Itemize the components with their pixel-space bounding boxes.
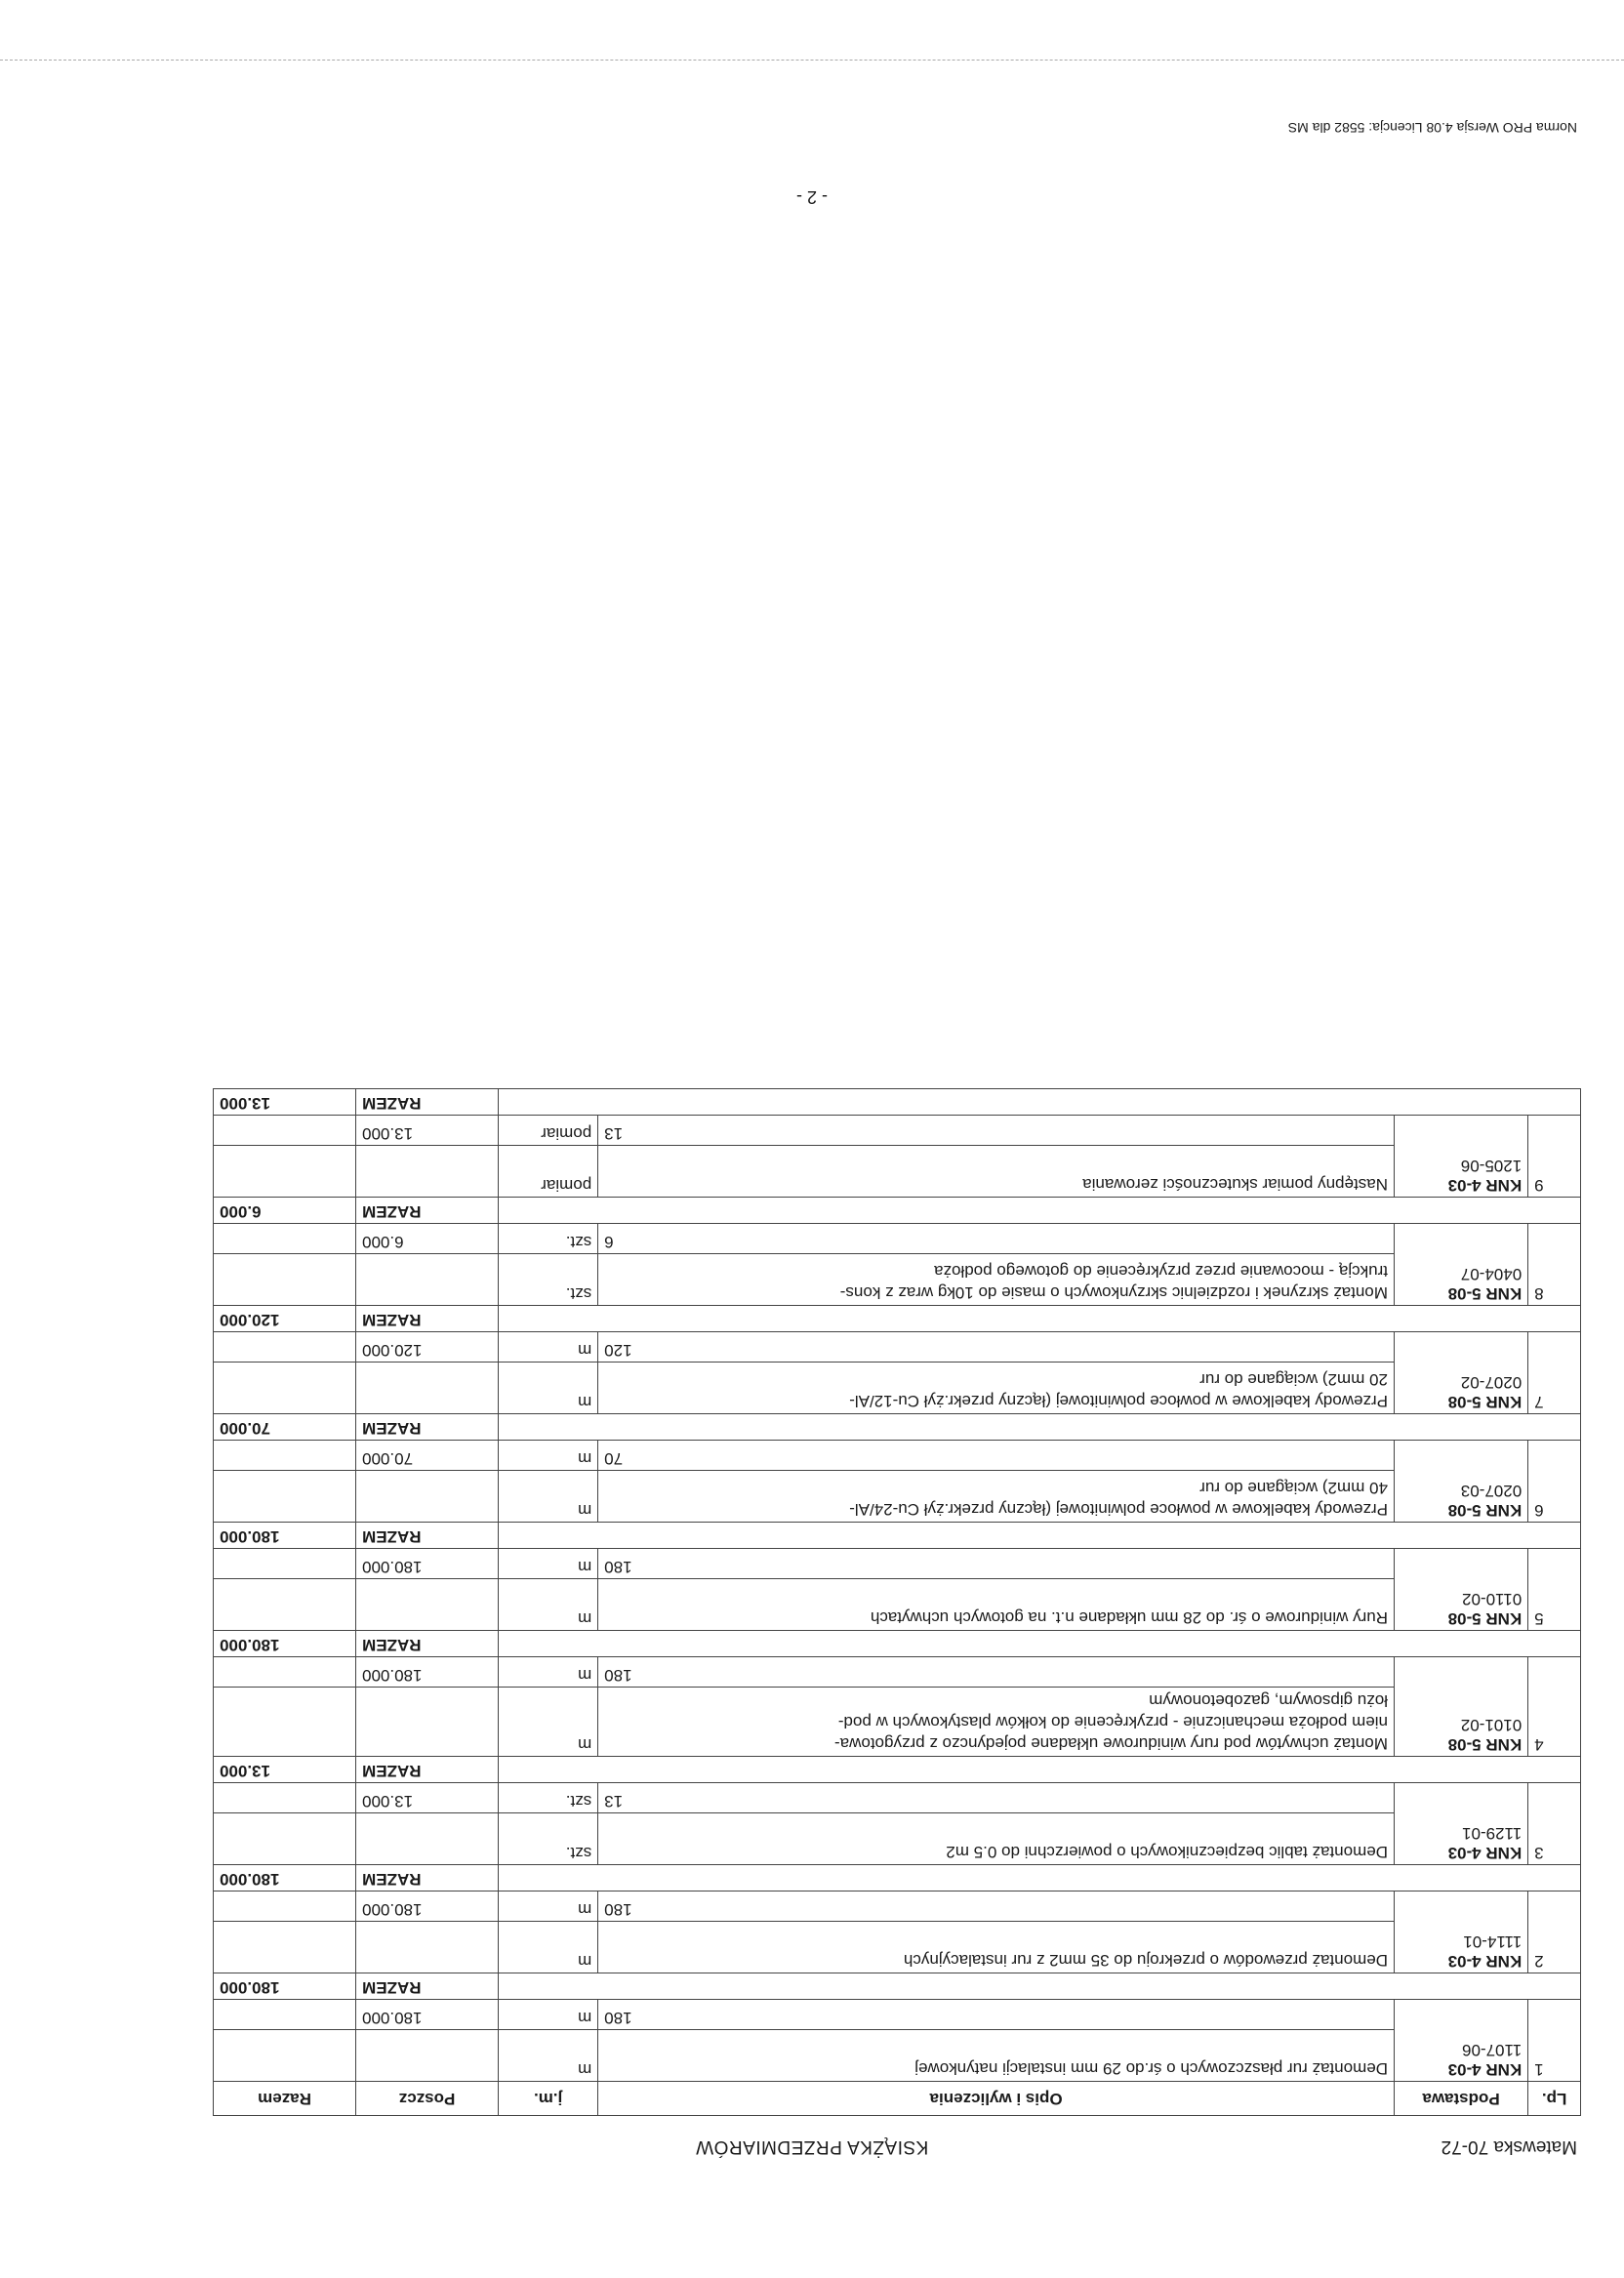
razem-value: 120.000 [214, 1306, 356, 1332]
calculation-value: 13 [604, 1792, 624, 1810]
description-line: Demontaż rur płaszczowych o śr.do 29 mm instalacji natynkowej [914, 2059, 1388, 2078]
item-number: 1114-01 [1463, 1932, 1522, 1951]
description-line: Montaż uchwytów pod rury winidurowe układane pojedynczo z przygotowa- [834, 1734, 1388, 1753]
table-body [214, 1089, 1581, 2082]
razem-spacer [499, 1631, 1581, 1657]
item-podstawa [1394, 2000, 1527, 2082]
razem-label: RAZEM [356, 1523, 499, 1549]
col-header-podstawa: Podstawa [1394, 2082, 1527, 2116]
item-podstawa [1394, 1441, 1527, 1523]
item-unit: szt. [499, 1254, 598, 1306]
item-description [598, 1363, 1395, 1414]
item-calculation [598, 1549, 1395, 1579]
calculation-unit: m [499, 1892, 598, 1922]
razem-row [214, 1757, 1581, 1783]
item-code: KNR 4-03 [1447, 1952, 1522, 1971]
item-description [598, 1579, 1395, 1631]
item-calculation [598, 1892, 1395, 1922]
item-unit: m [499, 1579, 598, 1631]
item-razem-empty2 [214, 1892, 356, 1922]
description-line: 40 mm2) wciągane do rur [1199, 1479, 1388, 1497]
calculation-unit: m [499, 1441, 598, 1471]
calculation-value: 120 [604, 1341, 632, 1360]
razem-value: 6.000 [214, 1198, 356, 1224]
item-description [598, 1688, 1395, 1757]
razem-spacer [499, 1089, 1581, 1116]
calculation-unit: szt. [499, 1783, 598, 1813]
item-poszcz-empty [356, 2030, 499, 2082]
item-razem-empty [214, 1922, 356, 1973]
item-poszcz: 120.000 [356, 1332, 499, 1363]
item-code: KNR 4-03 [1447, 1176, 1522, 1195]
document-title: KSIĄŻKA PRZEDMIARÓW [695, 2136, 929, 2157]
calculation-row [214, 1441, 1581, 1471]
table-row [214, 1363, 1581, 1414]
description-line: 20 mm2) wciągane do rur [1199, 1370, 1388, 1389]
item-poszcz: 180.000 [356, 2000, 499, 2030]
item-razem-empty2 [214, 1783, 356, 1813]
razem-label: RAZEM [356, 1414, 499, 1441]
item-number: 1205-06 [1460, 1157, 1522, 1175]
item-description [598, 1922, 1395, 1973]
item-number: 0207-02 [1460, 1373, 1522, 1392]
razem-spacer [499, 1973, 1581, 2000]
item-unit: pomiar [499, 1146, 598, 1198]
item-calculation [598, 1116, 1395, 1146]
razem-spacer [499, 1523, 1581, 1549]
item-description [598, 1254, 1395, 1306]
item-lp: 2 [1528, 1892, 1581, 1973]
razem-row [214, 1414, 1581, 1441]
item-number: 0404-07 [1460, 1265, 1522, 1283]
item-razem-empty2 [214, 1116, 356, 1146]
calculation-unit: m [499, 1549, 598, 1579]
item-description [598, 1813, 1395, 1865]
razem-row [214, 1865, 1581, 1892]
calculation-unit: m [499, 1657, 598, 1688]
item-razem-empty2 [214, 1549, 356, 1579]
scan-edge-line [0, 60, 1624, 61]
przedmiar-table [213, 1088, 1581, 2116]
description-line: Przewody kabelkowe w powłoce polwinitowej (łączny przekr.żył Cu-24/Al- [849, 1500, 1388, 1519]
page-number: - 2 - [796, 187, 829, 207]
item-poszcz-empty [356, 1922, 499, 1973]
razem-value: 180.000 [214, 1523, 356, 1549]
item-razem-empty [214, 1471, 356, 1523]
item-lp: 8 [1528, 1224, 1581, 1306]
item-podstawa [1394, 1657, 1527, 1757]
table-row [214, 1471, 1581, 1523]
col-header-lp: Lp. [1528, 2082, 1581, 2116]
col-header-opis: Opis i wyliczenia [598, 2082, 1395, 2116]
item-poszcz-empty [356, 1146, 499, 1198]
razem-label: RAZEM [356, 1306, 499, 1332]
item-poszcz: 180.000 [356, 1549, 499, 1579]
item-code: KNR 5-08 [1447, 1501, 1522, 1520]
item-code: KNR 5-08 [1447, 1393, 1522, 1411]
item-description [598, 2030, 1395, 2082]
license-text: Norma PRO Wersja 4.08 Licencja: 5582 dla MS [1287, 120, 1577, 136]
item-podstawa [1394, 1783, 1527, 1865]
item-razem-empty2 [214, 1657, 356, 1688]
table-row [214, 1922, 1581, 1973]
calculation-row [214, 1657, 1581, 1688]
item-calculation [598, 1441, 1395, 1471]
calculation-row [214, 1332, 1581, 1363]
item-poszcz-empty [356, 1579, 499, 1631]
razem-label: RAZEM [356, 1089, 499, 1116]
razem-row [214, 1631, 1581, 1657]
calculation-row [214, 2000, 1581, 2030]
item-lp: 1 [1528, 2000, 1581, 2082]
item-razem-empty [214, 1579, 356, 1631]
item-number: 0207-03 [1460, 1482, 1522, 1500]
item-razem-empty [214, 1363, 356, 1414]
calculation-value: 70 [604, 1449, 624, 1468]
item-razem-empty2 [214, 1224, 356, 1254]
calculation-value: 180 [604, 1900, 632, 1919]
item-calculation [598, 1783, 1395, 1813]
calculation-unit: m [499, 2000, 598, 2030]
item-code: KNR 4-03 [1447, 1844, 1522, 1862]
razem-value: 13.000 [214, 1089, 356, 1116]
description-line: Następny pomiar skuteczności zerowania [1082, 1175, 1388, 1194]
razem-label: RAZEM [356, 1631, 499, 1657]
item-lp: 5 [1528, 1549, 1581, 1631]
calculation-unit: pomiar [499, 1116, 598, 1146]
item-number: 0110-02 [1462, 1590, 1522, 1608]
description-line: Przewody kabelkowe w powłoce polwinitowej (łączny przekr.żył Cu-12/Al- [849, 1392, 1388, 1410]
table-row [214, 1688, 1581, 1757]
item-number: 1129-01 [1462, 1824, 1522, 1843]
description-line: Montaż skrzynek i rozdzielnic skrzynkowych o masie do 10kg wraz z kons- [839, 1283, 1388, 1302]
item-calculation [598, 1224, 1395, 1254]
item-poszcz: 6.000 [356, 1224, 499, 1254]
item-poszcz: 180.000 [356, 1657, 499, 1688]
item-lp: 3 [1528, 1783, 1581, 1865]
item-code: KNR 4-03 [1447, 2060, 1522, 2079]
razem-label: RAZEM [356, 1757, 499, 1783]
item-calculation [598, 2000, 1395, 2030]
description-line: Demontaż tablic bezpiecznikowych o powierzchni do 0.5 m2 [946, 1843, 1388, 1861]
item-razem-empty [214, 1146, 356, 1198]
item-unit: m [499, 1363, 598, 1414]
calculation-value: 6 [604, 1233, 614, 1251]
item-calculation [598, 1657, 1395, 1688]
item-podstawa [1394, 1549, 1527, 1631]
calculation-value: 180 [604, 1666, 632, 1685]
item-poszcz-empty [356, 1813, 499, 1865]
table-row [214, 1254, 1581, 1306]
razem-value: 70.000 [214, 1414, 356, 1441]
item-razem-empty [214, 2030, 356, 2082]
razem-value: 13.000 [214, 1757, 356, 1783]
item-number: 1107-06 [1462, 2041, 1522, 2059]
item-code: KNR 5-08 [1447, 1735, 1522, 1754]
item-poszcz: 180.000 [356, 1892, 499, 1922]
col-header-razem: Razem [214, 2082, 356, 2116]
item-unit: m [499, 2030, 598, 2082]
razem-spacer [499, 1865, 1581, 1892]
razem-row [214, 1198, 1581, 1224]
item-podstawa [1394, 1224, 1527, 1306]
razem-label: RAZEM [356, 1865, 499, 1892]
item-poszcz-empty [356, 1254, 499, 1306]
calculation-value: 13 [604, 1124, 624, 1143]
item-podstawa [1394, 1332, 1527, 1414]
calculation-row [214, 1224, 1581, 1254]
item-unit: m [499, 1688, 598, 1757]
razem-spacer [499, 1757, 1581, 1783]
table-row [214, 1579, 1581, 1631]
item-number: 0101-02 [1460, 1716, 1522, 1734]
table-row [214, 2030, 1581, 2082]
item-unit: m [499, 1471, 598, 1523]
description-line: trukcją - mocowanie przez przykręcenie do gotowego podłoża [934, 1262, 1388, 1281]
item-podstawa [1394, 1116, 1527, 1198]
description-line: niem podłoża mechanicznie - przykręcenie do kołków plastykowych w pod- [837, 1713, 1388, 1731]
calculation-unit: szt. [499, 1224, 598, 1254]
razem-spacer [499, 1414, 1581, 1441]
item-description [598, 1146, 1395, 1198]
calculation-value: 180 [604, 2009, 632, 2027]
item-podstawa [1394, 1892, 1527, 1973]
item-unit: m [499, 1922, 598, 1973]
razem-spacer [499, 1198, 1581, 1224]
col-header-poszcz: Poszcz [356, 2082, 499, 2116]
item-poszcz-empty [356, 1471, 499, 1523]
item-lp: 4 [1528, 1657, 1581, 1757]
item-lp: 7 [1528, 1332, 1581, 1414]
item-poszcz: 13.000 [356, 1783, 499, 1813]
razem-label: RAZEM [356, 1973, 499, 2000]
razem-row [214, 1089, 1581, 1116]
item-poszcz-empty [356, 1363, 499, 1414]
item-description [598, 1471, 1395, 1523]
item-lp: 9 [1528, 1116, 1581, 1198]
item-razem-empty2 [214, 1332, 356, 1363]
calculation-row [214, 1892, 1581, 1922]
table-header-row [214, 2082, 1581, 2116]
table-row [214, 1146, 1581, 1198]
item-razem-empty [214, 1688, 356, 1757]
calculation-row [214, 1116, 1581, 1146]
calculation-row [214, 1783, 1581, 1813]
razem-spacer [499, 1306, 1581, 1332]
item-code: KNR 5-08 [1447, 1609, 1522, 1628]
razem-value: 180.000 [214, 1973, 356, 2000]
calculation-row [214, 1549, 1581, 1579]
item-calculation [598, 1332, 1395, 1363]
description-line: Demontaż przewodów o przekroju do 35 mm2 z rur instalacyjnych [903, 1951, 1388, 1970]
table-row [214, 1813, 1581, 1865]
razem-value: 180.000 [214, 1865, 356, 1892]
razem-value: 180.000 [214, 1631, 356, 1657]
item-razem-empty2 [214, 1441, 356, 1471]
item-poszcz-empty [356, 1688, 499, 1757]
item-poszcz: 70.000 [356, 1441, 499, 1471]
razem-label: RAZEM [356, 1198, 499, 1224]
calculation-unit: m [499, 1332, 598, 1363]
razem-row [214, 1523, 1581, 1549]
item-poszcz: 13.000 [356, 1116, 499, 1146]
item-razem-empty2 [214, 2000, 356, 2030]
description-line: łożu gipsowym, gazobetonowym [1149, 1691, 1388, 1710]
item-code: KNR 5-08 [1447, 1284, 1522, 1303]
razem-row [214, 1973, 1581, 2000]
calculation-value: 180 [604, 1558, 632, 1576]
razem-row [214, 1306, 1581, 1332]
col-header-jm: j.m. [499, 2082, 598, 2116]
item-razem-empty [214, 1813, 356, 1865]
address-header: Matewska 70-72 [1441, 2136, 1577, 2157]
item-unit: szt. [499, 1813, 598, 1865]
item-razem-empty [214, 1254, 356, 1306]
description-line: Rury winidurowe o śr. do 28 mm układane n.t. na gotowych uchwytach [870, 1608, 1388, 1627]
item-lp: 6 [1528, 1441, 1581, 1523]
